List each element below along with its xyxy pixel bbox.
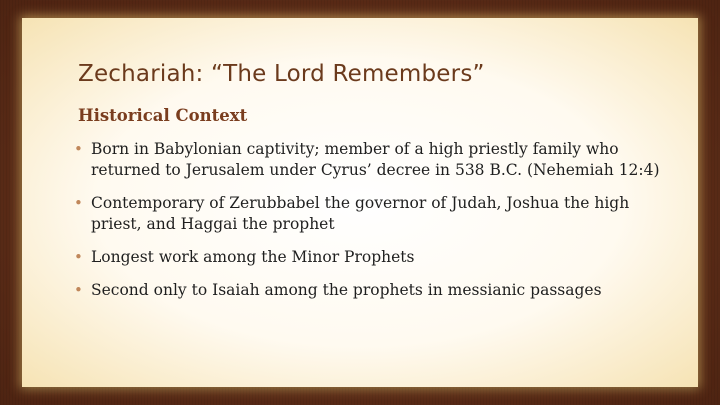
slide-title: Zechariah: “The Lord Remembers” (78, 61, 485, 87)
list-item (74, 139, 664, 181)
list-item (74, 247, 664, 268)
bullet-text: Longest work among the Minor Prophets (91, 248, 415, 266)
bullet-icon: • (74, 248, 83, 266)
list-item (74, 280, 664, 301)
list-item (74, 193, 664, 235)
section-heading: Historical Context (78, 106, 248, 125)
slide (22, 18, 698, 387)
bullet-icon: • (74, 194, 83, 212)
bullet-text: Contemporary of Zerubbabel the governor of Judah, Joshua the high priest, and Haggai the prophet (91, 194, 630, 233)
bullet-icon: • (74, 281, 83, 299)
bullet-text: Born in Babylonian captivity; member of a high priestly family who returned to Jerusalem under Cyrus’ decree in 538 B.C. (Nehemiah 12:4) (91, 140, 660, 179)
bullet-icon: • (74, 140, 83, 158)
bullet-text: Second only to Isaiah among the prophets in messianic passages (91, 281, 602, 299)
bullet-list (74, 139, 664, 313)
